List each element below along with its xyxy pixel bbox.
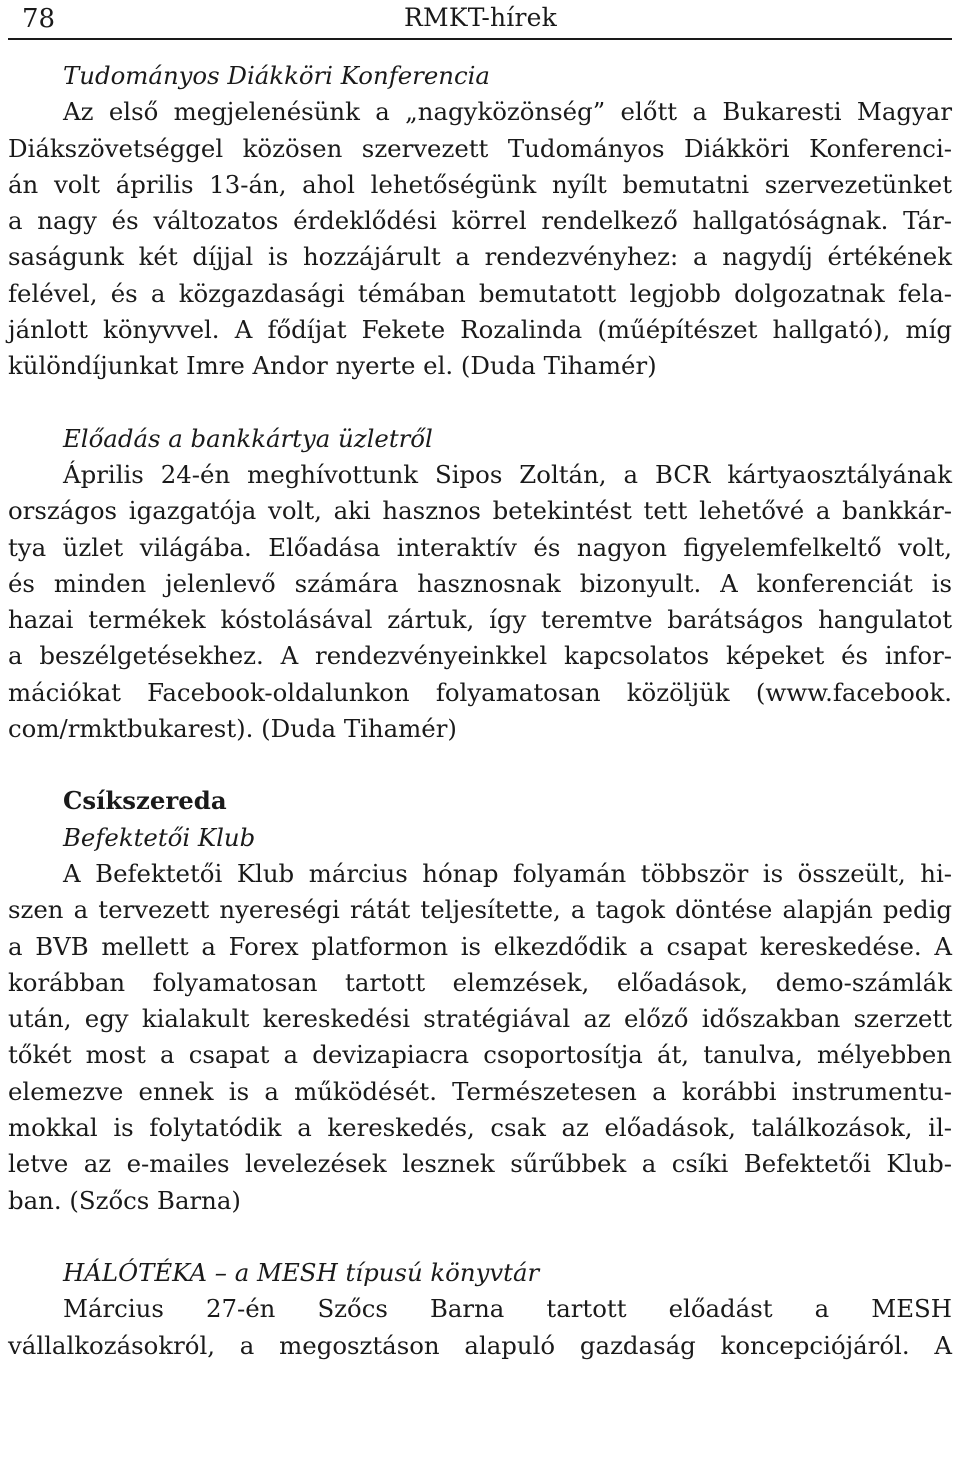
text-line: jánlott könyvvel. A fődíjat Fekete Rozalinda (műépítészet hallgató), míg [8, 315, 952, 345]
text-line: saságunk két díjjal is hozzájárult a rendezvényhez: a nagydíj értékének [8, 242, 952, 272]
text-line: után, egy kialakult kereskedési stratégiával az előző időszakban szerzett [8, 1004, 952, 1034]
section-heading: Előadás a bankkártya üzletről [63, 423, 433, 453]
text-line: szen a tervezett nyereségi rátát teljesítette, a tagok döntése alapján pedig [8, 895, 952, 925]
section-tdk [8, 58, 952, 385]
text-line: án volt április 13-án, ahol lehetőségünk nyílt bemutatni szervezetünket [8, 169, 952, 199]
section-heading: Tudományos Diákköri Konferencia [63, 61, 490, 90]
text-line: a beszélgetésekhez. A rendezvényeinkkel kapcsolatos képeket és infor- [8, 641, 952, 671]
text-line: korábban folyamatosan tartott elemzések, előadások, demo-számlák [8, 967, 952, 997]
article-body [8, 58, 952, 1364]
text-line: Az első megjelenésünk a „nagyközönség” előtt a Bukaresti Magyar [63, 97, 952, 127]
text-line: tőkét most a csapat a devizapiacra csoportosítja át, tanulva, mélyebben [8, 1040, 952, 1070]
text-line: felével, és a közgazdasági témában bemutatott legjobb dolgozatnak fela- [8, 278, 952, 308]
text-line: Diákszövetséggel közösen szervezett Tudományos Diákköri Konferenci- [8, 133, 952, 163]
text-line: és minden jelenlevő számára hasznosnak bizonyult. A konferenciát is [8, 568, 952, 598]
text-line: Március 27-én Szőcs Barna tartott előadást a MESH [63, 1294, 952, 1324]
text-line: A Befektetői Klub március hónap folyamán többször is összeült, hi- [63, 858, 952, 888]
text-line: letve az e-mailes levelezések lesznek sűrűbbek a csíki Befektetői Klub- [8, 1149, 952, 1179]
section-heading: HÁLÓTÉKA – a MESH típusú könyvtár [63, 1257, 540, 1287]
running-head: RMKT-hírek [404, 3, 557, 32]
text-line: különdíjunkat Imre Andor nyerte el. (Duda Tihamér) [8, 351, 657, 381]
text-line: com/rmktbukarest). (Duda Tihamér) [8, 714, 457, 744]
section-bankkartya [8, 421, 952, 748]
text-line: a nagy és változatos érdeklődési körrel rendelkező hallgatóságnak. Tár- [8, 206, 952, 236]
text-line: elemezve ennek is a működését. Természetesen a korábbi instrumentu- [8, 1076, 952, 1106]
page-number: 78 [22, 4, 56, 34]
section-heading: Befektetői Klub [63, 822, 256, 852]
section-spacer [8, 385, 952, 421]
text-line: országos igazgatója volt, aki hasznos betekintést tett lehetővé a bankkár- [8, 496, 952, 526]
text-line: mációkat Facebook-oldalunkon folyamatosan közöljük (www.facebook. [8, 677, 952, 707]
text-line: mokkal is folytatódik a kereskedés, csak az előadások, találkozások, il- [8, 1113, 952, 1143]
city-heading: Csíkszereda [63, 786, 227, 816]
text-line: hazai termékek kóstolásával zártuk, így teremtve barátságos hangulatot [8, 605, 952, 635]
section-befektetoi-klub [8, 783, 952, 1219]
text-line: ban. (Szőcs Barna) [8, 1185, 241, 1215]
text-line: Április 24-én meghívottunk Sipos Zoltán, a BCR kártyaosztályának [63, 459, 952, 489]
section-haloteka [8, 1255, 952, 1364]
section-spacer [8, 747, 952, 783]
text-line: vállalkozásokról, a megosztáson alapuló gazdaság koncepciójáról. A [8, 1330, 952, 1360]
section-spacer [8, 1219, 952, 1255]
text-line: tya üzlet világába. Előadása interaktív és nagyon figyelemfelkeltő volt, [8, 532, 952, 562]
page-header [8, 0, 952, 40]
text-line: a BVB mellett a Forex platformon is elkezdődik a csapat kereskedése. A [8, 931, 952, 961]
